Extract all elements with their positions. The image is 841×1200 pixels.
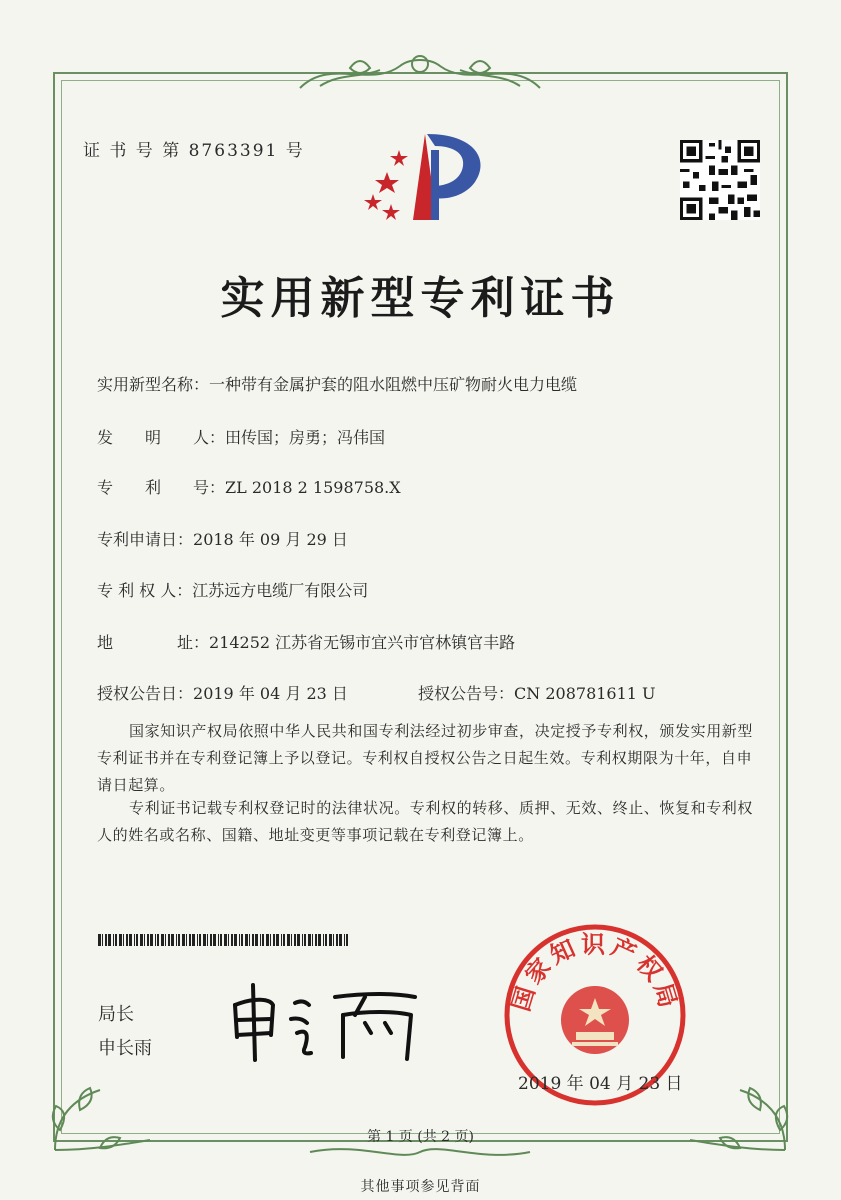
certificate-title: 实用新型专利证书 <box>220 273 621 324</box>
field-label: 地 址： <box>97 633 210 652</box>
qr-code-icon <box>680 140 760 220</box>
field-label: 发 明 人： <box>97 428 226 447</box>
field-utility-model-name <box>97 372 577 395</box>
field-value: 田传国；房勇；冯伟国 <box>225 428 386 447</box>
body-paragraph: 专利证书记载专利权登记时的法律状况。专利权的转移、质押、无效、终止、恢复和专利权人的姓名或名称、国籍、地址变更等事项记载在专利登记簿上。 <box>97 799 754 844</box>
seal-date: 2019 年 04 月 23 日 <box>518 1074 683 1094</box>
certificate-number: 证 书 号 第 8763391 号 <box>83 141 305 161</box>
body-paragraph: 国家知识产权局依照中华人民共和国专利法经过初步审查，决定授予专利权，颁发实用新型专利证书并在专利登记簿上予以登记。专利权自授权公告之日起生效。专利权期限为十年，自申请日起算。 <box>97 722 754 794</box>
field-patentee <box>97 578 368 601</box>
field-label: 专 利 权 人： <box>97 581 193 600</box>
field-value: 一种带有金属护套的阻水阻燃中压矿物耐火电力电缆 <box>209 375 578 394</box>
field-patent-number <box>97 475 401 498</box>
field-address <box>97 630 515 653</box>
field-inventor <box>97 425 385 448</box>
field-grant-number <box>418 681 656 704</box>
field-label: 专利申请日： <box>97 530 194 549</box>
field-value: CN 208781611 U <box>514 684 656 703</box>
field-value: 江苏远方电缆厂有限公司 <box>192 581 369 600</box>
field-label: 授权公告号： <box>418 684 515 703</box>
director-signature <box>225 975 425 1065</box>
top-ornament <box>290 48 550 98</box>
field-value: 214252 江苏省无锡市宜兴市官林镇官丰路 <box>209 633 516 652</box>
seal-text: 国家知识产权局 <box>506 930 684 1015</box>
footnote: 其他事项参见背面 <box>360 1179 481 1195</box>
field-grant-date <box>97 681 348 704</box>
field-label: 授权公告日： <box>97 684 194 703</box>
field-value: ZL 2018 2 1598758.X <box>225 478 401 497</box>
patent-office-logo-icon <box>355 120 490 230</box>
barcode-icon <box>98 934 348 946</box>
field-application-date <box>97 527 348 550</box>
director-title: 局长 <box>98 1004 134 1025</box>
field-label: 实用新型名称： <box>97 375 210 394</box>
director-name: 申长雨 <box>98 1038 152 1059</box>
field-value: 2018 年 09 月 29 日 <box>193 530 348 549</box>
page-number: 第 1 页 (共 2 页) <box>367 1129 474 1145</box>
field-label: 专 利 号： <box>97 478 226 497</box>
field-value: 2019 年 04 月 23 日 <box>193 684 348 703</box>
